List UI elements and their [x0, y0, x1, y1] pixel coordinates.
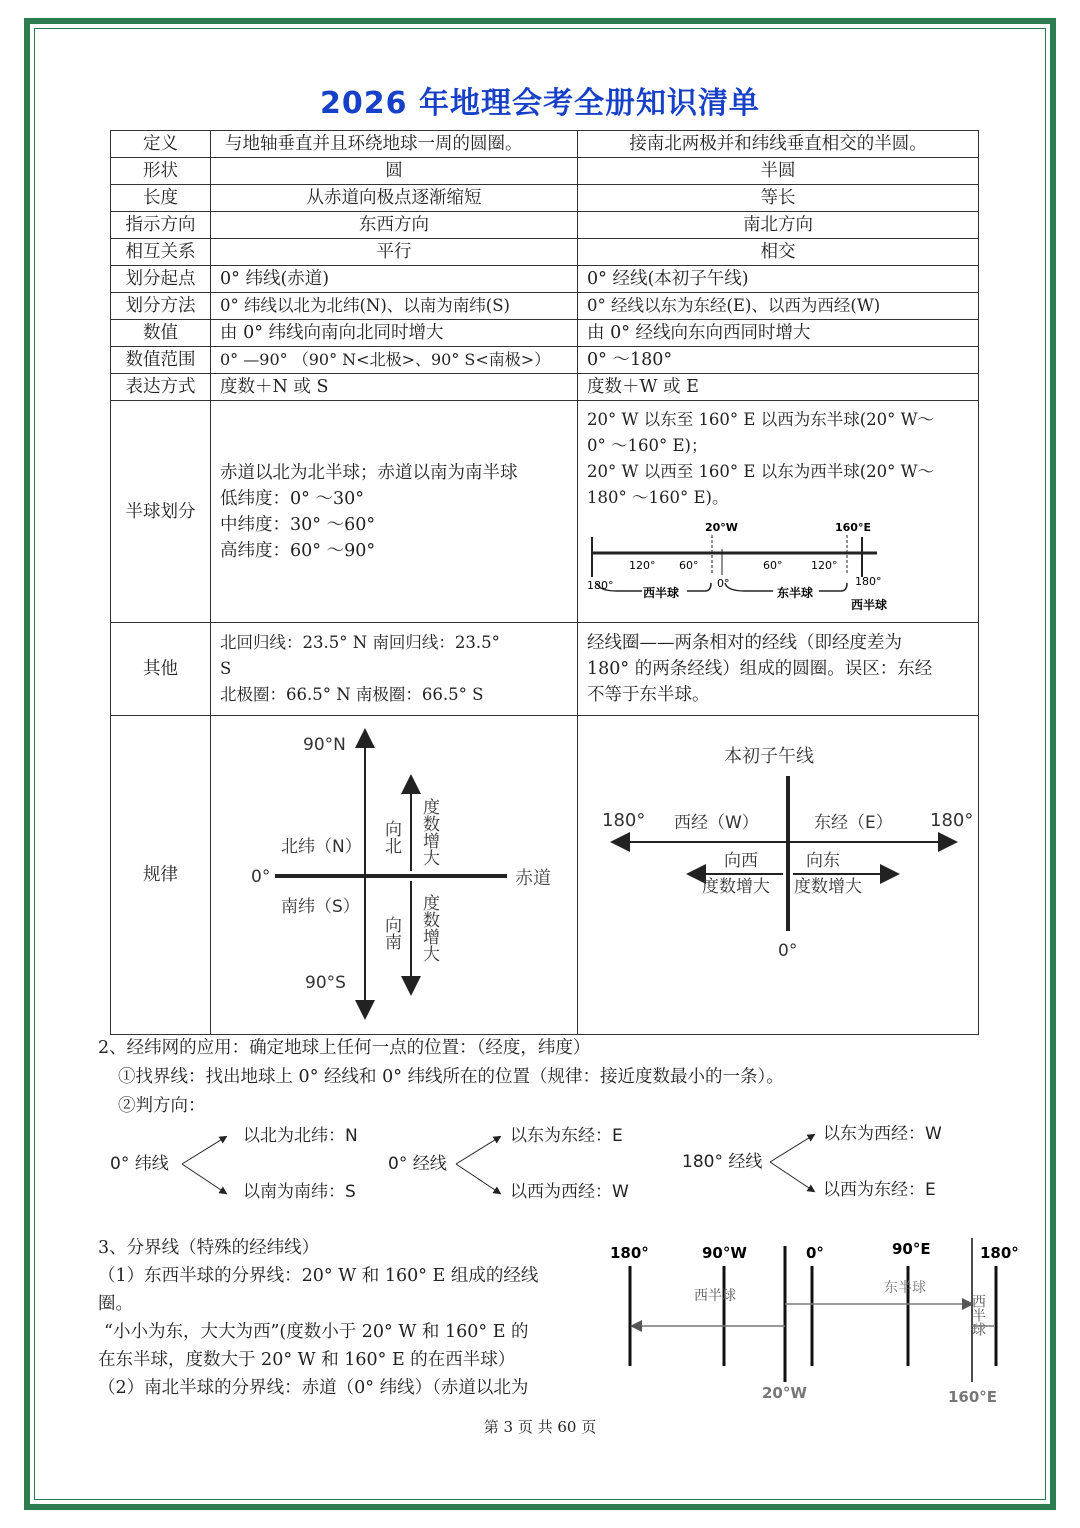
lon-cell — [578, 716, 979, 1035]
table-row — [111, 266, 979, 293]
section3-p2-cont: 在东半球，度数大于 20° W 和 160° E 的在西半球） — [98, 1350, 516, 1370]
text-line: 180° ～160° E)。 — [587, 488, 729, 507]
table-row — [111, 158, 979, 185]
lon-cell: 0° 经线(本初子午线) — [578, 266, 979, 293]
text-line: 20° W 以西至 160° E 以东为西半球(20° W～ — [587, 462, 935, 481]
lon-cell: 南北方向 — [578, 212, 979, 239]
lat-cell — [211, 716, 578, 1035]
row-label: 形状 — [111, 158, 211, 185]
label-west-hemisphere: 西半球 — [694, 1288, 736, 1304]
lat-cell: 从赤道向极点逐渐缩短 — [211, 185, 578, 212]
lon-cell: 等长 — [578, 185, 979, 212]
text-line: 北回归线：23.5° N 南回归线：23.5° — [220, 633, 500, 652]
branch-line — [456, 1138, 498, 1164]
section2-step1: ①找界线：找出地球上 0° 经线和 0° 纬线所在的位置（规律：接近度数最小的一条）。 — [118, 1067, 784, 1087]
lat-cell: 由 0° 纬线向南向北同时增大 — [211, 320, 578, 347]
boundary-diagram — [602, 1232, 1032, 1412]
label-west-longitude: 西经（W） — [674, 813, 759, 833]
east-label: 东半球 — [777, 586, 814, 600]
table-row — [111, 212, 979, 239]
table-row — [111, 374, 979, 401]
row-label: 表达方式 — [111, 374, 211, 401]
lat-cell — [211, 623, 578, 716]
label-south: 南纬（S） — [281, 897, 360, 917]
table-row — [111, 185, 979, 212]
longitude-rule-diagram — [578, 716, 978, 1026]
branch-line — [456, 1164, 498, 1192]
row-label: 指示方向 — [111, 212, 211, 239]
text-line: 北极圈：66.5° N 南极圈：66.5° S — [220, 685, 484, 704]
hemisphere-diagram — [587, 519, 887, 615]
text-line: 低纬度：0° ～30° — [220, 488, 364, 509]
label-90s: 90°S — [305, 973, 346, 993]
text-line: 0° ～160° E)； — [587, 436, 708, 455]
text-line: 20° W 以东至 160° E 以西为东半球(20° W～ — [587, 410, 935, 429]
row-label: 其他 — [111, 623, 211, 716]
lon-cell — [578, 623, 979, 716]
label-inc-west: 度数增大 — [702, 877, 770, 897]
lat-cell: 与地轴垂直并且环绕地球一周的圆圈。 — [211, 131, 578, 158]
text-line: S — [220, 659, 232, 678]
table-row-other — [111, 623, 979, 716]
branch1-up: 以北为北纬：N — [243, 1126, 358, 1146]
label-to-south: 向南 — [381, 916, 401, 950]
branch1-root: 0° 纬线 — [110, 1154, 169, 1174]
lat-cell: 0° 纬线以北为北纬(N)、以南为南纬(S) — [211, 293, 578, 320]
label-160e: 160°E — [948, 1388, 998, 1406]
section2-step2: ②判方向： — [118, 1096, 206, 1116]
label-east-longitude: 东经（E） — [814, 813, 893, 833]
table-row — [111, 320, 979, 347]
label-inc-north: 度数增大 — [419, 798, 439, 866]
branch2-down: 以西为西经：W — [510, 1182, 629, 1202]
label-180w: 180° — [610, 1244, 649, 1262]
lon-cell: 度数＋W 或 E — [578, 374, 979, 401]
tick-label: 180° — [587, 579, 614, 592]
branch-line — [770, 1136, 812, 1162]
branch2-up: 以东为东经：E — [510, 1126, 623, 1146]
label-90w: 90°W — [702, 1244, 747, 1262]
text-line: 不等于东半球。 — [587, 685, 710, 705]
branch3-root: 180° 经线 — [682, 1152, 763, 1172]
lat-cell: 东西方向 — [211, 212, 578, 239]
branch3-up: 以东为西经：W — [823, 1124, 942, 1144]
table-row-hemisphere — [111, 401, 979, 623]
tick-label: 0° — [717, 577, 730, 590]
branch-line — [182, 1138, 224, 1164]
row-label: 数值 — [111, 320, 211, 347]
section3-p1-cont: 圈。 — [98, 1294, 133, 1314]
branch1-down: 以南为南纬：S — [243, 1182, 356, 1202]
label-0: 0° — [806, 1244, 824, 1262]
table-row — [111, 239, 979, 266]
table-row-rule — [111, 716, 979, 1035]
row-label: 划分方法 — [111, 293, 211, 320]
lon-cell: 接南北两极并和纬线垂直相交的半圆。 — [578, 131, 979, 158]
row-label: 数值范围 — [111, 347, 211, 374]
label-north: 北纬（N） — [281, 837, 362, 857]
section3-p3: （2）南北半球的分界线：赤道（0° 纬线）（赤道以北为 — [98, 1378, 529, 1398]
row-label: 长度 — [111, 185, 211, 212]
branch3-down: 以西为东经：E — [823, 1180, 936, 1200]
label-20w: 20°W — [705, 521, 738, 534]
label-160e: 160°E — [835, 521, 871, 534]
text-line: 180° 的两条经线）组成的圆圈。误区：东经 — [587, 659, 933, 679]
table-row — [111, 293, 979, 320]
label-inc-south: 度数增大 — [419, 894, 439, 962]
row-label: 半球划分 — [111, 401, 211, 623]
branch2-root: 0° 经线 — [388, 1154, 447, 1174]
row-label: 划分起点 — [111, 266, 211, 293]
label-90n: 90°N — [303, 735, 346, 755]
label-20w: 20°W — [762, 1384, 807, 1402]
page-title: 2026 年地理会考全册知识清单 — [320, 86, 760, 121]
lon-cell — [578, 401, 979, 623]
text-line: 高纬度：60° ～90° — [220, 540, 376, 561]
label-equator: 赤道 — [515, 868, 551, 889]
page-number: 第 3 页 共 60 页 — [483, 1418, 597, 1436]
label-to-east: 向东 — [806, 851, 840, 871]
row-label: 定义 — [111, 131, 211, 158]
lat-cell: 0° —90° （90° N<北极>、90° S<南极>） — [211, 347, 578, 374]
lat-cell: 度数＋N 或 S — [211, 374, 578, 401]
label-0: 0° — [251, 867, 271, 887]
branch-line — [182, 1164, 224, 1192]
label-east-hemisphere: 东半球 — [884, 1280, 926, 1296]
label-180e: 180° — [980, 1244, 1019, 1262]
lon-cell: 由 0° 经线向东向西同时增大 — [578, 320, 979, 347]
text-line: 中纬度：30° ～60° — [220, 514, 376, 535]
tick-label: 60° — [679, 559, 699, 572]
section2-heading: 2、经纬网的应用：确定地球上任何一点的位置：（经度，纬度） — [98, 1038, 591, 1058]
lon-cell: 相交 — [578, 239, 979, 266]
knowledge-table — [110, 130, 979, 1035]
lon-cell: 半圆 — [578, 158, 979, 185]
tick-label: 120° — [629, 559, 656, 572]
section3-heading: 3、分界线（特殊的经纬线） — [98, 1238, 320, 1258]
label-180e: 180° — [930, 810, 974, 831]
lat-cell: 0° 纬线(赤道) — [211, 266, 578, 293]
label-0: 0° — [778, 941, 798, 961]
label-to-west: 向西 — [724, 851, 758, 871]
tick-label: 60° — [763, 559, 783, 572]
label-180w: 180° — [602, 810, 646, 831]
table-row — [111, 347, 979, 374]
tick-label: 120° — [811, 559, 838, 572]
table-row — [111, 131, 979, 158]
lon-cell: 0° 经线以东为东经(E)、以西为西经(W) — [578, 293, 979, 320]
lat-cell: 平行 — [211, 239, 578, 266]
lat-cell: 圆 — [211, 158, 578, 185]
latitude-rule-diagram — [211, 716, 577, 1026]
label-to-north: 向北 — [381, 820, 401, 854]
label-90e: 90°E — [892, 1240, 931, 1258]
text-line: 经线圈——两条相对的经线（即经度差为 — [587, 633, 902, 653]
lat-cell — [211, 401, 578, 623]
label-west-hemisphere-2: 西半球 — [970, 1294, 986, 1336]
label-prime-meridian: 本初子午线 — [724, 746, 814, 767]
section3-p1: （1）东西半球的分界线：20° W 和 160° E 组成的经线 — [98, 1266, 539, 1286]
row-label: 相互关系 — [111, 239, 211, 266]
text-line: 赤道以北为北半球；赤道以南为南半球 — [220, 462, 518, 483]
label-inc-east: 度数增大 — [794, 877, 862, 897]
tick-label: 180° — [855, 575, 882, 588]
branch-line — [770, 1162, 812, 1190]
section3-p2: “小小为东，大大为西”(度数小于 20° W 和 160° E 的 — [104, 1322, 529, 1342]
west-label: 西半球 — [643, 586, 680, 600]
west2-label: 西半球 — [851, 598, 887, 612]
lon-cell: 0° ～180° — [578, 347, 979, 374]
row-label: 规律 — [111, 716, 211, 1035]
